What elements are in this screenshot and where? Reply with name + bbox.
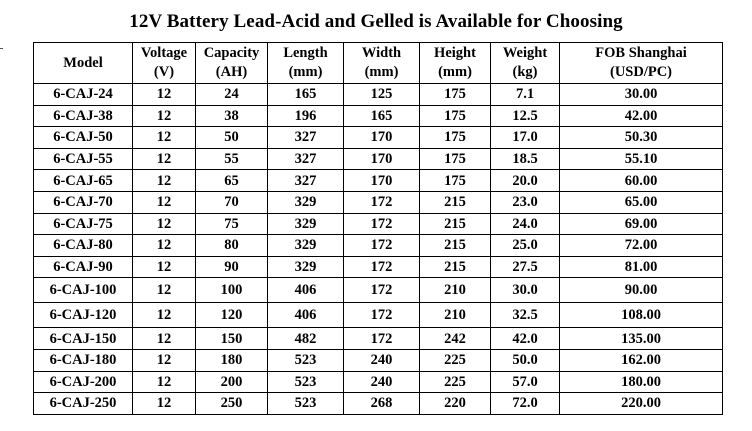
edge-mark [0,48,3,49]
cell-length: 196 [268,105,344,127]
cell-model: 6-CAJ-80 [34,235,133,257]
column-header-fob-price: FOB Shanghai (USD/PC) [560,43,723,84]
cell-width: 170 [344,148,420,170]
header-row [34,43,723,84]
cell-fob-price: 220.00 [560,393,723,415]
cell-capacity: 80 [196,235,268,257]
cell-fob-price: 90.00 [560,278,723,303]
cell-capacity: 180 [196,349,268,371]
cell-model: 6-CAJ-250 [34,393,133,415]
cell-height: 225 [420,371,491,393]
table-row [34,127,723,149]
cell-model: 6-CAJ-200 [34,371,133,393]
cell-width: 268 [344,393,420,415]
cell-voltage: 12 [133,148,196,170]
cell-height: 210 [420,303,491,328]
cell-width: 170 [344,170,420,192]
column-header-weight: Weight (kg) [491,43,560,84]
table-row [34,170,723,192]
table-row [34,256,723,278]
cell-weight: 23.0 [491,191,560,213]
cell-model: 6-CAJ-90 [34,256,133,278]
cell-weight: 7.1 [491,84,560,106]
column-header-length: Length (mm) [268,43,344,84]
cell-weight: 24.0 [491,213,560,235]
cell-weight: 57.0 [491,371,560,393]
cell-voltage: 12 [133,213,196,235]
column-header-capacity: Capacity (AH) [196,43,268,84]
cell-height: 215 [420,191,491,213]
cell-model: 6-CAJ-120 [34,303,133,328]
cell-capacity: 38 [196,105,268,127]
cell-length: 523 [268,393,344,415]
cell-height: 175 [420,105,491,127]
cell-voltage: 12 [133,393,196,415]
cell-weight: 42.0 [491,328,560,350]
table-row [34,84,723,106]
column-header-model: Model [34,43,133,84]
column-header-voltage: Voltage (V) [133,43,196,84]
cell-capacity: 65 [196,170,268,192]
cell-length: 523 [268,349,344,371]
cell-width: 240 [344,349,420,371]
cell-width: 172 [344,328,420,350]
cell-width: 172 [344,191,420,213]
cell-fob-price: 30.00 [560,84,723,106]
cell-length: 327 [268,127,344,149]
cell-length: 523 [268,371,344,393]
cell-weight: 18.5 [491,148,560,170]
table-row [34,191,723,213]
cell-capacity: 120 [196,303,268,328]
cell-height: 175 [420,84,491,106]
cell-height: 175 [420,127,491,149]
cell-capacity: 250 [196,393,268,415]
table-row [34,213,723,235]
cell-voltage: 12 [133,349,196,371]
cell-length: 329 [268,256,344,278]
cell-capacity: 150 [196,328,268,350]
cell-height: 175 [420,148,491,170]
cell-length: 406 [268,278,344,303]
table-row [34,303,723,328]
cell-model: 6-CAJ-24 [34,84,133,106]
cell-fob-price: 72.00 [560,235,723,257]
cell-fob-price: 55.10 [560,148,723,170]
cell-weight: 25.0 [491,235,560,257]
cell-weight: 20.0 [491,170,560,192]
table-row [34,328,723,350]
cell-height: 220 [420,393,491,415]
cell-capacity: 200 [196,371,268,393]
cell-width: 172 [344,213,420,235]
cell-weight: 30.0 [491,278,560,303]
cell-height: 215 [420,256,491,278]
cell-width: 125 [344,84,420,106]
cell-width: 240 [344,371,420,393]
table-row [34,278,723,303]
page-title: 12V Battery Lead-Acid and Gelled is Available for Choosing [129,11,623,32]
cell-weight: 17.0 [491,127,560,149]
column-header-width: Width (mm) [344,43,420,84]
cell-weight: 32.5 [491,303,560,328]
cell-model: 6-CAJ-55 [34,148,133,170]
cell-weight: 72.0 [491,393,560,415]
cell-voltage: 12 [133,191,196,213]
cell-width: 172 [344,278,420,303]
cell-length: 327 [268,170,344,192]
cell-capacity: 100 [196,278,268,303]
cell-model: 6-CAJ-38 [34,105,133,127]
cell-fob-price: 108.00 [560,303,723,328]
cell-voltage: 12 [133,278,196,303]
cell-length: 482 [268,328,344,350]
cell-model: 6-CAJ-70 [34,191,133,213]
cell-model: 6-CAJ-180 [34,349,133,371]
cell-fob-price: 50.30 [560,127,723,149]
cell-fob-price: 135.00 [560,328,723,350]
cell-fob-price: 81.00 [560,256,723,278]
cell-capacity: 90 [196,256,268,278]
cell-length: 329 [268,191,344,213]
cell-width: 165 [344,105,420,127]
cell-height: 225 [420,349,491,371]
cell-capacity: 50 [196,127,268,149]
cell-model: 6-CAJ-100 [34,278,133,303]
cell-length: 406 [268,303,344,328]
cell-voltage: 12 [133,256,196,278]
cell-height: 215 [420,235,491,257]
cell-fob-price: 69.00 [560,213,723,235]
cell-voltage: 12 [133,127,196,149]
cell-height: 215 [420,213,491,235]
cell-width: 172 [344,303,420,328]
cell-length: 329 [268,235,344,257]
cell-model: 6-CAJ-50 [34,127,133,149]
cell-voltage: 12 [133,235,196,257]
cell-weight: 27.5 [491,256,560,278]
table-row [34,148,723,170]
cell-fob-price: 162.00 [560,349,723,371]
cell-length: 327 [268,148,344,170]
cell-voltage: 12 [133,105,196,127]
cell-capacity: 70 [196,191,268,213]
table-row [34,235,723,257]
cell-model: 6-CAJ-75 [34,213,133,235]
cell-fob-price: 60.00 [560,170,723,192]
cell-capacity: 24 [196,84,268,106]
cell-capacity: 55 [196,148,268,170]
cell-length: 165 [268,84,344,106]
cell-voltage: 12 [133,303,196,328]
cell-width: 170 [344,127,420,149]
cell-fob-price: 42.00 [560,105,723,127]
cell-width: 172 [344,235,420,257]
cell-model: 6-CAJ-65 [34,170,133,192]
battery-spec-table [33,42,723,415]
cell-fob-price: 180.00 [560,371,723,393]
cell-height: 210 [420,278,491,303]
cell-voltage: 12 [133,84,196,106]
table-row [34,349,723,371]
cell-width: 172 [344,256,420,278]
cell-height: 175 [420,170,491,192]
cell-weight: 12.5 [491,105,560,127]
cell-length: 329 [268,213,344,235]
cell-capacity: 75 [196,213,268,235]
cell-model: 6-CAJ-150 [34,328,133,350]
table-row [34,371,723,393]
cell-weight: 50.0 [491,349,560,371]
table-row [34,393,723,415]
table-row [34,105,723,127]
column-header-height: Height (mm) [420,43,491,84]
cell-fob-price: 65.00 [560,191,723,213]
cell-voltage: 12 [133,170,196,192]
cell-voltage: 12 [133,328,196,350]
cell-height: 242 [420,328,491,350]
cell-voltage: 12 [133,371,196,393]
